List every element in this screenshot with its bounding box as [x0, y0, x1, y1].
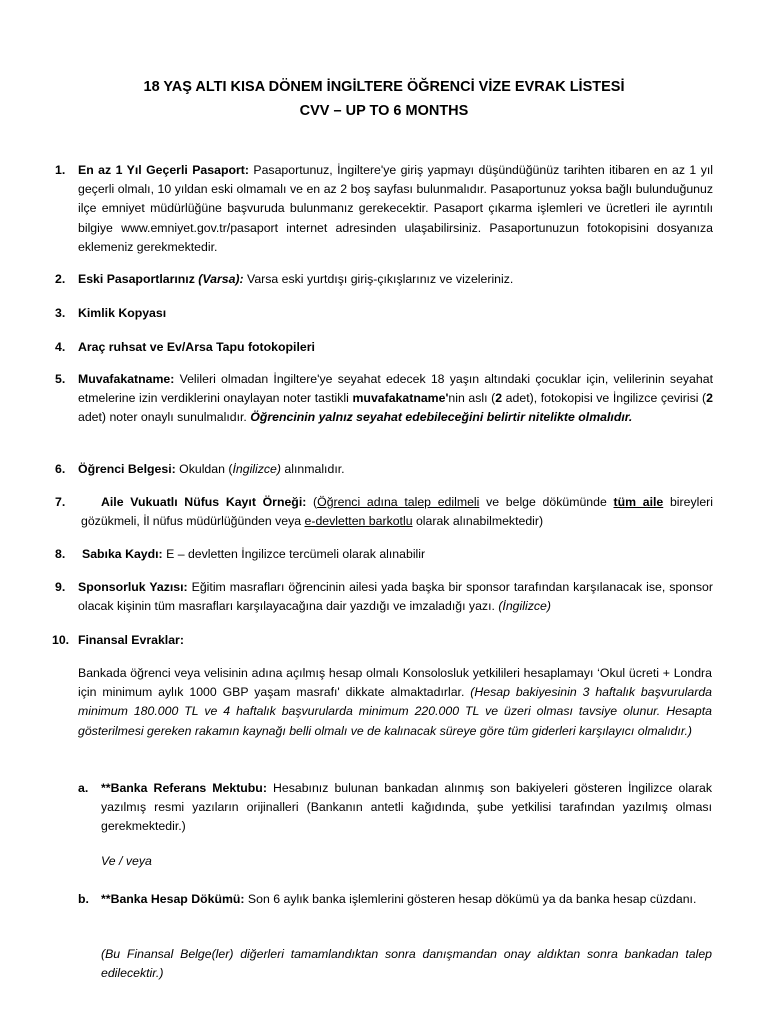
- item-number: 8.: [55, 547, 66, 561]
- item-number: 3.: [55, 306, 66, 320]
- item-heading: Öğrenci Belgesi:: [78, 462, 176, 476]
- item-heading-italic: (Varsa):: [194, 272, 244, 286]
- sub-item-number: b.: [78, 892, 89, 906]
- item-text-underline: e-devletten barkotlu: [304, 514, 413, 529]
- item-number: 4.: [55, 340, 66, 354]
- item-text: Eğitim masrafları öğrencinin ailesi yada başka bir sponsor tarafından karşılanacak ise, sponsor olacak kişinin tüm masrafları karşılayacağına dair yazdığı ve imzaladığı yazı.: [78, 580, 713, 614]
- or-text: [101, 852, 712, 871]
- list-item-6: [55, 460, 713, 479]
- item-heading: Sponsorluk Yazısı:: [78, 580, 188, 594]
- item-text-bold: muvafakatname': [352, 391, 449, 406]
- item-text: nin aslı (: [448, 391, 496, 406]
- document-title: 18 YAŞ ALTI KISA DÖNEM İNGİLTERE ÖĞRENCİ VİZE EVRAK LİSTESİ: [143, 79, 625, 95]
- item-number: 2.: [55, 272, 66, 286]
- sub-item-number: a.: [78, 781, 89, 795]
- item-text-italic: İngilizce): [232, 462, 281, 476]
- item-text-bold: 2: [495, 391, 503, 406]
- closing-note: [101, 945, 712, 983]
- sub-item-b: [78, 890, 712, 909]
- item-text: alınmalıdır.: [281, 462, 345, 476]
- finance-text: Bankada öğrenci veya velisinin adına açılmış hesap olmalı Konsolosluk yetkilileri hesaplamayı ‘Okul ücreti + Londra için minimum aylık 1000 GBP yaşam masrafı' dikkate almaktadırlar.: [78, 666, 712, 700]
- sub-item-heading: **Banka Hesap Dökümü:: [101, 892, 245, 906]
- item-heading: Muvafakatname:: [78, 372, 175, 386]
- item-heading: Eski Pasaportlarınız: [78, 272, 195, 286]
- list-item-10: [52, 631, 713, 650]
- item-heading: Kimlik Kopyası: [78, 306, 167, 320]
- list-item-2: [55, 270, 713, 289]
- item-text: bireyleri gözükmeli, İl nüfus müdürlüğünden veya: [81, 495, 713, 529]
- item-text: Okuldan (: [175, 462, 233, 476]
- finance-paragraph: [78, 664, 712, 741]
- sub-item-heading: **Banka Referans Mektubu:: [101, 781, 267, 795]
- list-item-7: [55, 493, 713, 531]
- item-number: 9.: [55, 580, 66, 594]
- list-item-5: [55, 370, 713, 428]
- item-text: adet) noter onaylı sunulmalıdır.: [78, 410, 251, 425]
- item-text: (: [306, 495, 318, 509]
- item-text-underline: Öğrenci adına talep edilmeli: [317, 495, 480, 509]
- item-text-italic: (İngilizce): [498, 599, 551, 614]
- item-text-bold: 2: [706, 391, 713, 406]
- item-number: 10.: [52, 633, 70, 647]
- list-item-4: [55, 338, 713, 357]
- document-subtitle: CVV – UP TO 6 MONTHS: [299, 103, 469, 119]
- item-text: olarak alınabilmektedir): [412, 514, 544, 529]
- item-text: ve belge dökümünde: [479, 495, 614, 509]
- item-heading: Finansal Evraklar:: [78, 633, 184, 647]
- item-text: Velileri olmadan İngiltere'ye seyahat edecek 18 yaşın altındaki çocuklar için, velilerinin seyahat etmelerine izin verdiklerini onaylayan noter tastikli: [78, 372, 713, 406]
- sub-item-a: [78, 779, 712, 837]
- closing-note-italic: (Bu Finansal Belge(ler) diğerleri tamamlandıktan sonra danışmandan onay aldıktan sonra bankadan talep edilecektir.): [101, 947, 712, 981]
- item-number: 5.: [55, 372, 66, 386]
- item-number: 6.: [55, 462, 66, 476]
- item-text: adet), fotokopisi ve İngilizce çevirisi (: [502, 391, 707, 406]
- item-number: 1.: [55, 163, 66, 177]
- list-item-1: [55, 161, 713, 257]
- list-item-3: [55, 304, 713, 323]
- item-text-bold-italic: Öğrencinin yalnız seyahat edebileceğini belirtir nitelikte olmalıdır.: [250, 410, 633, 425]
- item-heading: Araç ruhsat ve Ev/Arsa Tapu fotokopileri: [78, 340, 315, 354]
- item-heading: Aile Vukuatlı Nüfus Kayıt Örneği:: [101, 495, 307, 509]
- sub-item-text: Hesabınız bulunan bankadan alınmış son bakiyeleri gösteren İngilizce olarak yazılmış resmi yazıların orijinalleri (Bankanın antetli kağıdında, şube yetkilisi tarafından yazılmış olması gerekmektedir.): [101, 781, 712, 834]
- sub-item-text: Son 6 aylık banka işlemlerini gösteren hesap dökümü ya da banka hesap cüzdanı.: [244, 892, 697, 906]
- item-text: E – devletten İngilizce tercümeli olarak alınabilir: [162, 547, 426, 561]
- item-text: Varsa eski yurtdışı giriş-çıkışlarınız ve vizeleriniz.: [243, 272, 514, 286]
- list-item-8: [55, 545, 713, 564]
- item-number: 7.: [55, 495, 66, 509]
- item-heading: En az 1 Yıl Geçerli Pasaport:: [78, 163, 249, 177]
- item-text: Pasaportunuz, İngiltere'ye giriş yapmayı düşündüğünüz tarihten itibaren en az 1 yıl geçerli olmalı, 10 yıldan eski olmamalı ve en az 2 boş sayfası bulunmalıdır. Pasaportunuz yoksa bağlı bulunduğunuz ilçe emniyet müdürlüğüne başvuruda bulunmanız gerekecektir. Pasaport çıkarma işlemleri ve ücretleri ile ayrıntılı bilgiye www.emniyet.gov.tr/pasaport internet adresinden ulaşabilirsiniz. Pasaportunuzun fotokopisini dosyanıza eklemeniz gerekmektedir.: [78, 163, 713, 254]
- list-item-9: [55, 578, 713, 616]
- finance-note-italic: (Hesap bakiyesinin 3 haftalık başvurularda minimum 180.000 TL ve 4 haftalık başvurularda minimum 220.000 TL ve üzeri olması tavsiye olunur. Hesapta gösterilmesi gereken rakamın kaynağı belli olmalı ve de kalınacak süreye göre tüm giderleri karşılayıcı olmalıdır.): [78, 685, 712, 738]
- item-text-bold-underline: tüm aile: [613, 495, 664, 509]
- or-text-italic: Ve / veya: [101, 854, 152, 868]
- item-heading: Sabıka Kaydı:: [82, 547, 163, 561]
